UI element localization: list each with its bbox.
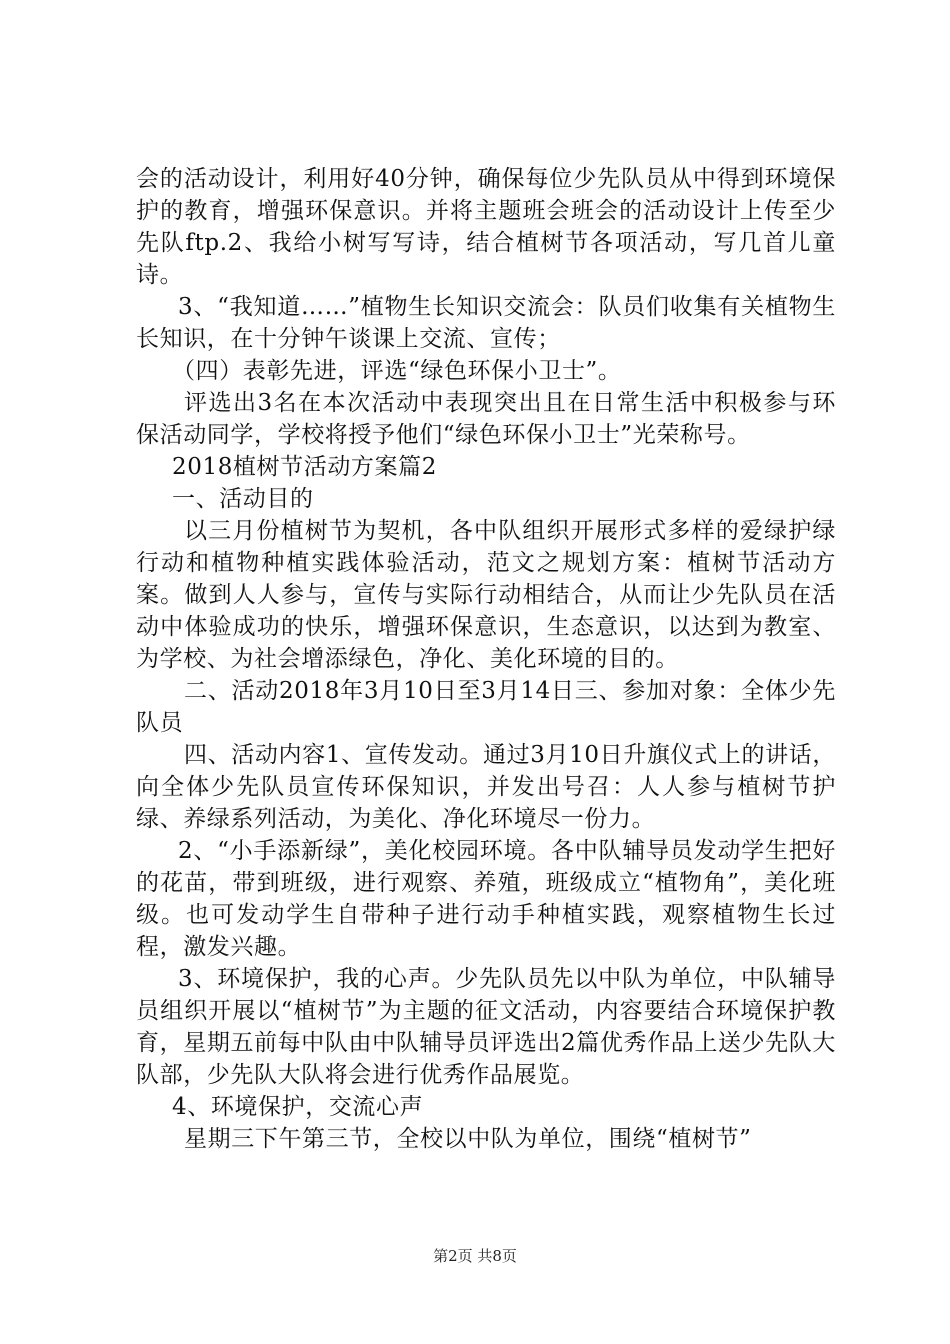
paragraph-3: （四）表彰先进，评选“绿色环保小卫士”。: [172, 358, 622, 384]
paragraph-content-3: 3、环境保护，我的心声。少先队员先以中队为单位，中队辅导员组织开展以“植树节”为主题的征文活动，内容要结合环境保护教育，星期五前每中队由中队辅导员评选出2篇优秀作品上送少先队大队部，少先队大队将会进行优秀作品展览。: [136, 966, 836, 1088]
paragraph-2: 3、“我知道……”植物生长知识交流会：队员们收集有关植物生长知识，在十分钟午谈课上交流、宣传；: [136, 294, 836, 352]
paragraph-content-5: 星期三下午第三节，全校以中队为单位，围绕“植树节”: [184, 1126, 752, 1152]
paragraph-content-1: 四、活动内容1、宣传发动。通过3月10日升旗仪式上的讲话，向全体少先队员宣传环保知识，并发出号召：人人参与植树节护绿、养绿系列活动，为美化、净化环境尽一份力。: [136, 742, 836, 832]
paragraph-1: 会的活动设计，利用好40分钟，确保每位少先队员从中得到环境保护的教育，增强环保意识。并将主题班会班会的活动设计上传至少先队ftp.2、我给小树写写诗，结合植树节各项活动，写几首儿童诗。: [136, 166, 836, 288]
paragraph-content-4: 4、环境保护，交流心声: [172, 1094, 424, 1120]
document-body: [136, 163, 836, 1155]
subheading-purpose: 一、活动目的: [172, 486, 314, 512]
page-footer: 第2页 共8页: [433, 1247, 517, 1265]
section-heading: 2018植树节活动方案篇2: [172, 454, 437, 480]
paragraph-4: 评选出3名在本次活动中表现突出且在日常生活中积极参与环保活动同学，学校将授予他们“绿色环保小卫士”光荣称号。: [136, 390, 836, 448]
paragraph-content-2: 2、“小手添新绿”，美化校园环境。各中队辅导员发动学生把好的花苗，带到班级，进行观察、养殖，班级成立“植物角”，美化班级。也可发动学生自带种子进行动手种植实践，观察植物生长过程，激发兴趣。: [136, 838, 836, 960]
paragraph-time-participants: 二、活动2018年3月10日至3月14日三、参加对象：全体少先队员: [136, 678, 836, 736]
paragraph-purpose: 以三月份植树节为契机，各中队组织开展形式多样的爱绿护绿行动和植物种植实践体验活动，范文之规划方案：植树节活动方案。做到人人参与，宣传与实际行动相结合，从而让少先队员在活动中体验成功的快乐，增强环保意识，生态意识，以达到为教室、为学校、为社会增添绿色，净化、美化环境的目的。: [136, 518, 836, 672]
